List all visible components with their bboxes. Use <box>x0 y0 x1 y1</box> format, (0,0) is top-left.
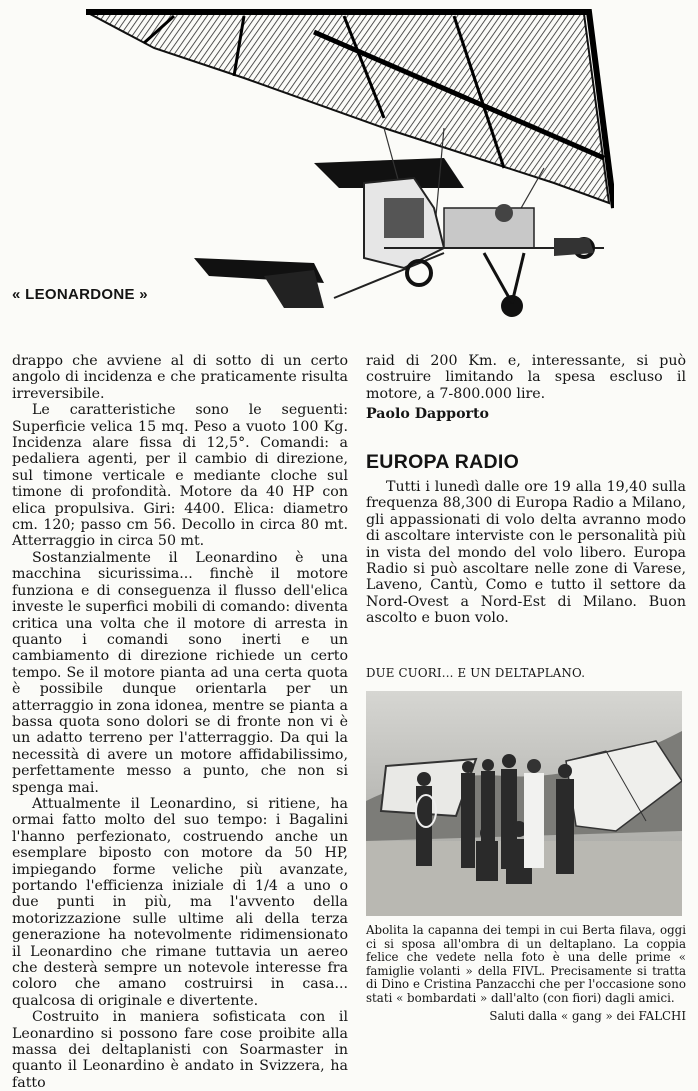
photo-caption-leonardone: « LEONARDONE » <box>12 286 148 303</box>
wedding-group-photo <box>366 691 682 916</box>
article-left-column <box>12 353 348 1091</box>
paragraph: drappo che avviene al di sotto di un certo angolo di incidenza e che praticamente risulta irreversibile. <box>12 353 348 402</box>
leonardone-glider-photo <box>84 8 614 326</box>
article-right-column <box>366 353 686 1024</box>
paragraph: Tutti i lunedì dalle ore 19 alla 19,40 sulla frequenza 88,300 di Europa Radio a Milano, gli appassionati di volo delta avranno modo di ascoltare interviste con le personalità più in vista del mondo del volo libero. Europa Radio si può ascoltare nelle zone di Varese, Laveno, Cantù, Como e tutto il settore da Nord-Ovest a Nord-Est di Milano. Buon ascolto e buon volo. <box>366 479 686 627</box>
paragraph-continuation: raid di 200 Km. e, interessante, si può costruire limitando la spesa escluso il motore, a 7-800.000 lire. <box>366 353 686 402</box>
paragraph: Attualmente il Leonardino, si ritiene, ha ormai fatto molto del suo tempo: i Bagalini l'hanno perfezionato, costruendo anche un esemplare biposto con motore da 50 HP, impiegando forme veliche più avanzate, portando l'efficienza iniziale di 1/4 a uno o due punti in più, ma l'avvento della motorizzazione sulle ultime ali della terza generazione ha notevolmente ridimensionato il Leonardino che rimane tuttavia un aereo che desterà sempre un notevole interesse fra coloro che amano costruirsi in casa... qualcosa di originale e divertente. <box>12 795 348 1009</box>
paragraph: Sostanzialmente il Leonardino è una macchina sicurissima... finchè il motore funziona e di conseguenza il flusso dell'elica investe le superfici mobili di comando: diventa critica una volta che il motore di arresta in quanto i comandi sono inerti e un cambiamento di direzione richiede un certo tempo. Se il motore pianta ad una certa quota è possibile dunque orientarla per un atterraggio in zona idonea, mentre se pianta a bassa quota sono dolori se di fronte non vi è un adatto terreno per l'atterraggio. Da qui la necessità di avere un motore affidabilissimo, perfettamente messo a punto, che non si spenga mai. <box>12 549 348 796</box>
photo-caption: Abolita la capanna dei tempi in cui Berta filava, oggi ci si sposa all'ombra di un deltaplano. La coppia felice che vedete nella foto è una delle prime « famiglie volanti » della FIVL. Precisamente si tratta di Dino e Cristina Panzacchi che per l'occasione sono stati « bombardati » dall'alto (con fiori) dagli amici. <box>366 923 686 1006</box>
paragraph: Costruito in maniera sofisticata con il Leonardino si possono fare cose proibite alla massa dei deltaplanisti con Soarmaster in quanto il Leonardino è andato in Svizzera, ha fatto <box>12 1009 348 1091</box>
paragraph: Le caratteristiche sono le seguenti: Superficie velica 15 mq. Peso a vuoto 100 Kg. Incidenza alare fissa di 12,5°. Comandi: a pedaliera agenti, per il cambio di direzione, sul timone verticale e mediante cloche sul timone di profondità. Motore da 40 HP con elica propulsiva. Giri: 4400. Elica: diametro cm. 120; passo cm 56. Decollo in circa 80 mt. Atterraggio in circa 50 mt. <box>12 402 348 550</box>
photo-credit: Saluti dalla « gang » dei FALCHI <box>489 1008 686 1023</box>
photo-heading: DUE CUORI... E UN DELTAPLANO. <box>366 665 586 680</box>
author-signature: Paolo Dapporto <box>366 406 490 423</box>
section-heading: EUROPA RADIO <box>366 450 520 473</box>
